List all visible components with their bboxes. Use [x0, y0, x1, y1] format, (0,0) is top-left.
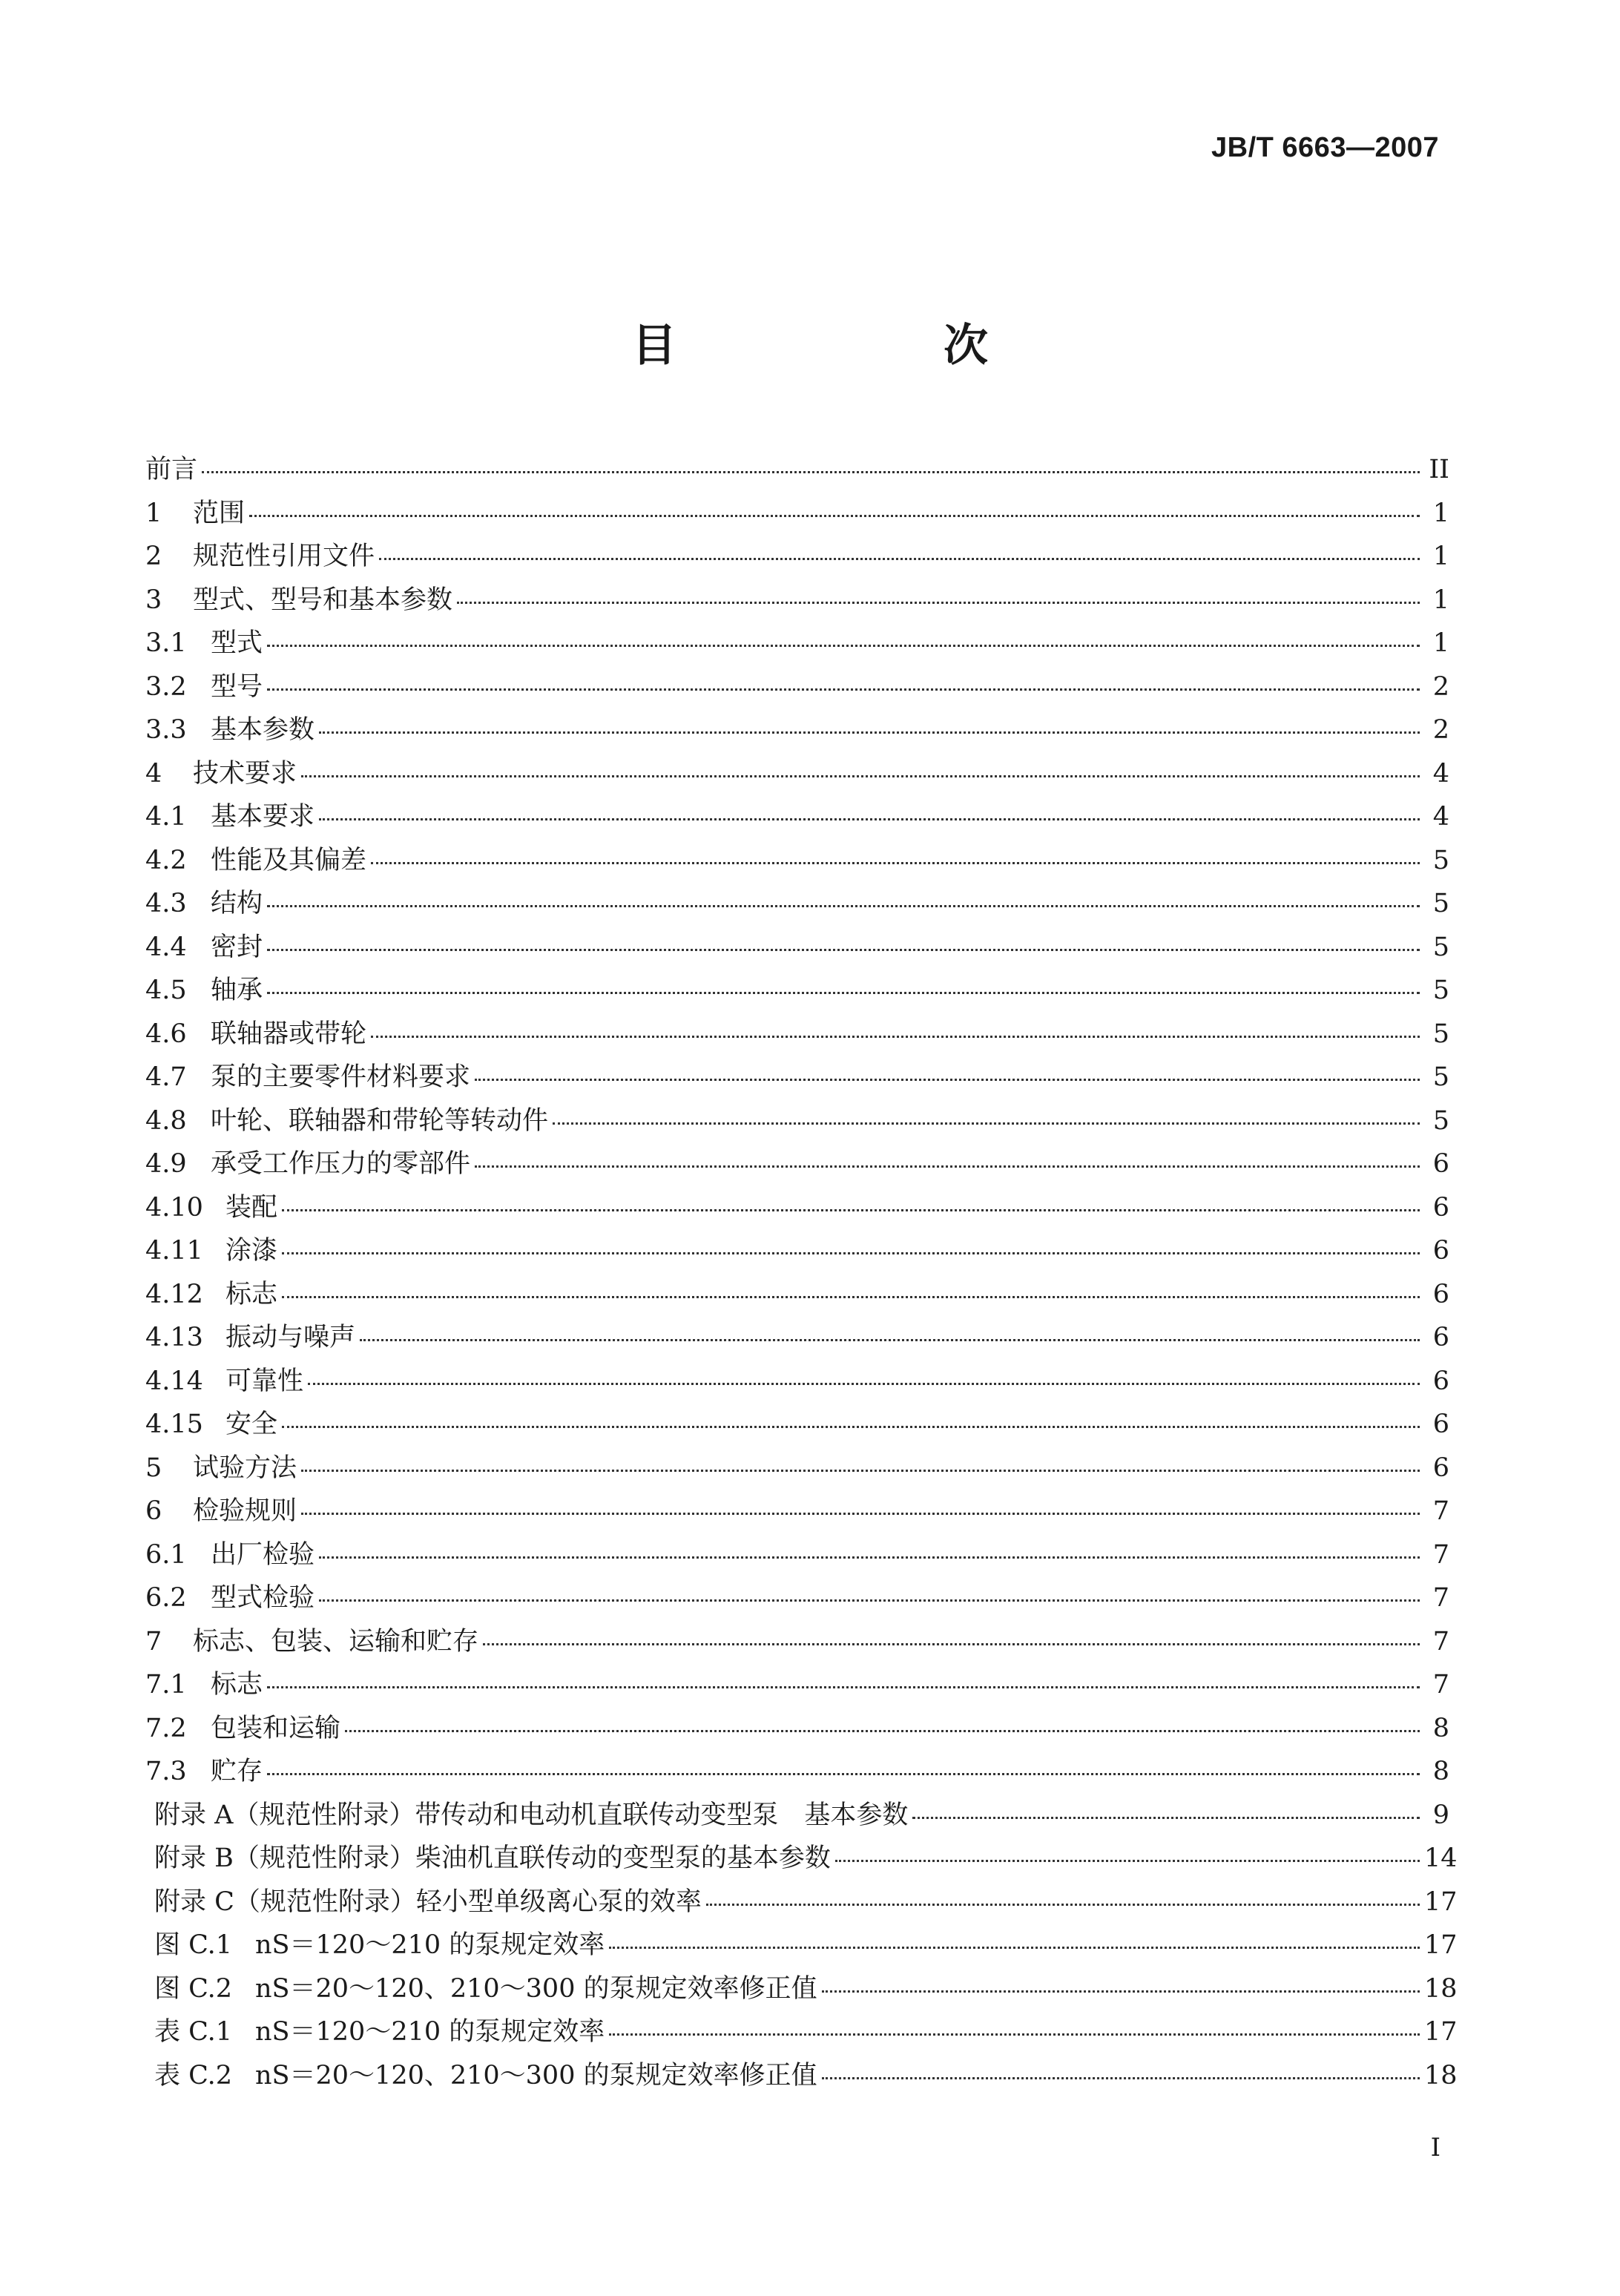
toc-entry-number: 4 [145, 758, 162, 789]
toc-entry[interactable] [145, 1404, 1449, 1447]
toc-entry-page: 2 [1432, 715, 1449, 745]
toc-dot-leader [308, 1383, 1420, 1385]
toc-entry-label: 振动与噪声 [225, 1323, 356, 1352]
toc-entry-number: 6.1 [145, 1539, 187, 1570]
toc-entry-number: 7 [145, 1626, 162, 1657]
toc-entry-number: 4.1 [145, 802, 187, 832]
toc-entry[interactable] [145, 840, 1449, 884]
toc-dot-leader [301, 1513, 1420, 1515]
toc-dot-leader [202, 471, 1420, 473]
toc-entry-label: 规范性引用文件 [193, 542, 375, 571]
toc-entry-label: 前言 [145, 455, 198, 484]
toc-entry[interactable] [145, 1447, 1449, 1491]
toc-dot-leader [282, 1252, 1420, 1254]
toc-dot-leader [319, 1556, 1420, 1559]
toc-dot-leader [609, 2033, 1420, 2036]
toc-entry-label: 出厂检验 [211, 1539, 315, 1570]
toc-entry-label: 性能及其偏差 [211, 845, 367, 875]
toc-entry-page: 1 [1432, 628, 1449, 658]
toc-entry-number: 6.2 [145, 1583, 187, 1613]
toc-entry-page: 17 [1424, 1887, 1458, 1917]
toc-entry-number: 表 C.1 [154, 2017, 233, 2047]
toc-dot-leader [267, 992, 1420, 994]
toc-entry-number: 4.11 [145, 1236, 203, 1266]
toc-dot-leader [835, 1860, 1420, 1862]
toc-entry[interactable] [145, 1013, 1449, 1057]
toc-entry[interactable] [145, 1751, 1449, 1795]
toc-entry-number: 4.14 [145, 1366, 203, 1396]
toc-entry-number: 4.5 [145, 976, 187, 1005]
toc-dot-leader [301, 775, 1420, 777]
toc-dot-leader [319, 818, 1420, 820]
toc-entry[interactable] [145, 1143, 1449, 1187]
toc-entry-page: 2 [1432, 671, 1449, 702]
toc-entry[interactable] [145, 666, 1449, 710]
toc-dot-leader [282, 1209, 1420, 1211]
toc-entry-label: 附录 A（规范性附录）带传动和电动机直联传动变型泵 基本参数 [154, 1800, 909, 1830]
toc-entry-page: 6 [1432, 1149, 1449, 1179]
toc-entry-page: 1 [1432, 498, 1449, 528]
toc-entry[interactable] [145, 1577, 1449, 1621]
table-of-contents [145, 449, 1458, 2098]
toc-entry-number: 3.3 [145, 715, 187, 745]
toc-entry-page: 6 [1432, 1192, 1449, 1223]
toc-entry-number: 3.2 [145, 671, 187, 702]
toc-entry-page: 5 [1432, 845, 1449, 875]
toc-dot-leader [319, 1599, 1420, 1602]
toc-dot-leader [822, 1990, 1420, 1993]
toc-entry[interactable] [145, 1795, 1449, 1838]
toc-entry[interactable] [145, 1490, 1449, 1534]
toc-entry-page: 1 [1432, 542, 1449, 571]
toc-entry-label: 型式 [211, 628, 263, 658]
toc-entry[interactable] [145, 622, 1449, 666]
toc-entry-label: 装配 [225, 1192, 278, 1223]
toc-entry-label: 包装和运输 [211, 1713, 341, 1743]
toc-entry[interactable] [145, 1230, 1449, 1274]
toc-entry-page: 5 [1432, 889, 1449, 918]
page-title: 目 次 [632, 320, 1099, 372]
toc-entry[interactable] [145, 1100, 1449, 1144]
toc-dot-leader [267, 1686, 1420, 1688]
toc-entry[interactable] [145, 1621, 1449, 1665]
toc-entry-page: 7 [1432, 1539, 1449, 1570]
toc-entry-page: 18 [1424, 2060, 1458, 2091]
toc-dot-leader [345, 1730, 1420, 1732]
toc-entry-label: nS＝20～120、210～300 的泵规定效率修正值 [255, 1973, 817, 2004]
toc-dot-leader [319, 731, 1420, 734]
toc-entry[interactable] [145, 579, 1449, 623]
toc-entry-label: 范围 [193, 498, 246, 528]
page-number: I [1430, 2133, 1440, 2162]
toc-entry-number: 4.7 [145, 1062, 187, 1092]
toc-entry-label: 基本参数 [211, 715, 315, 745]
toc-dot-leader [282, 1296, 1420, 1298]
toc-entry-label: 安全 [225, 1409, 278, 1439]
toc-entry-label: nS＝20～120、210～300 的泵规定效率修正值 [255, 2060, 817, 2091]
toc-entry-number: 4.2 [145, 845, 187, 875]
toc-dot-leader [267, 1773, 1420, 1775]
toc-entry-label: 结构 [211, 889, 263, 918]
toc-entry-page: 9 [1432, 1800, 1449, 1830]
toc-entry[interactable] [145, 970, 1449, 1013]
toc-entry-page: 18 [1424, 1973, 1458, 2004]
toc-entry-label: 可靠性 [225, 1366, 304, 1396]
toc-entry-label: 标志、包装、运输和贮存 [193, 1626, 479, 1657]
toc-entry-number: 4.4 [145, 932, 187, 962]
toc-dot-leader [267, 905, 1420, 907]
toc-entry-number: 3.1 [145, 628, 187, 658]
toc-entry-label: 基本要求 [211, 802, 315, 832]
toc-dot-leader [483, 1643, 1420, 1645]
toc-entry-page: 6 [1432, 1323, 1449, 1352]
toc-entry-page: 4 [1432, 758, 1449, 789]
toc-entry-label: nS＝120～210 的泵规定效率 [255, 1930, 605, 1960]
toc-entry-page: 7 [1432, 1583, 1449, 1613]
toc-entry-number: 图 C.1 [154, 1930, 233, 1960]
toc-entry-page: 1 [1432, 585, 1449, 615]
toc-entry-page: 6 [1432, 1366, 1449, 1396]
toc-entry-label: 试验方法 [193, 1453, 297, 1483]
toc-entry-label: 泵的主要零件材料要求 [211, 1062, 471, 1092]
toc-entry-number: 2 [145, 542, 162, 571]
toc-entry-label: 型号 [211, 671, 263, 702]
toc-dot-leader [371, 1036, 1420, 1038]
toc-dot-leader [371, 862, 1420, 864]
toc-entry-page: 8 [1432, 1713, 1449, 1743]
toc-entry-page: 14 [1424, 1843, 1458, 1873]
toc-entry[interactable] [145, 927, 1449, 970]
toc-entry-number: 5 [145, 1453, 162, 1483]
toc-entry[interactable] [145, 2011, 1458, 2055]
toc-entry-page: II [1429, 455, 1449, 484]
toc-dot-leader [267, 949, 1420, 951]
toc-dot-leader [360, 1339, 1420, 1341]
toc-entry[interactable] [145, 1274, 1449, 1318]
toc-entry-number: 4.10 [145, 1192, 203, 1223]
toc-entry-number: 1 [145, 498, 162, 528]
toc-dot-leader [553, 1122, 1420, 1125]
toc-entry-page: 5 [1432, 976, 1449, 1005]
toc-entry-page: 7 [1432, 1496, 1449, 1526]
toc-entry-label: 贮存 [211, 1757, 263, 1786]
toc-entry[interactable] [145, 1968, 1458, 2012]
toc-dot-leader [706, 1904, 1420, 1906]
toc-entry-number: 4.15 [145, 1409, 203, 1439]
toc-dot-leader [475, 1165, 1420, 1168]
toc-entry-label: 联轴器或带轮 [211, 1019, 367, 1049]
toc-entry-page: 7 [1432, 1670, 1449, 1700]
toc-entry-page: 7 [1432, 1626, 1449, 1657]
toc-entry[interactable] [145, 536, 1449, 579]
toc-entry-number: 图 C.2 [154, 1973, 233, 2004]
toc-entry-label: 附录 B（规范性附录）柴油机直联传动的变型泵的基本参数 [154, 1843, 831, 1873]
toc-entry-label: 技术要求 [193, 758, 297, 789]
toc-dot-leader [379, 558, 1420, 560]
toc-entry-number: 4.9 [145, 1149, 187, 1179]
toc-dot-leader [267, 645, 1420, 647]
toc-entry-label: 涂漆 [225, 1236, 278, 1266]
toc-entry-number: 4.3 [145, 889, 187, 918]
toc-entry-number: 3 [145, 585, 162, 615]
toc-entry-label: 检验规则 [193, 1496, 297, 1526]
toc-dot-leader [457, 602, 1420, 604]
toc-dot-leader [912, 1817, 1420, 1819]
toc-entry[interactable] [145, 1838, 1458, 1881]
toc-entry-page: 5 [1432, 1062, 1449, 1092]
toc-entry-page: 6 [1432, 1409, 1449, 1439]
toc-entry-label: 附录 C（规范性附录）轻小型单级离心泵的效率 [154, 1887, 702, 1917]
toc-entry[interactable] [145, 1881, 1458, 1925]
toc-entry-label: 承受工作压力的零部件 [211, 1149, 471, 1179]
toc-entry[interactable] [145, 1361, 1449, 1404]
toc-entry-number: 4.8 [145, 1105, 187, 1136]
toc-dot-leader [301, 1470, 1420, 1472]
toc-entry[interactable] [145, 753, 1449, 797]
toc-entry[interactable] [145, 449, 1449, 493]
standard-code: JB/T 6663—2007 [1211, 132, 1439, 163]
toc-entry-page: 6 [1432, 1279, 1449, 1309]
toc-dot-leader [267, 688, 1420, 691]
toc-entry-number: 4.12 [145, 1279, 203, 1309]
toc-entry-page: 8 [1432, 1757, 1449, 1786]
toc-entry[interactable] [145, 1056, 1449, 1100]
toc-entry-number: 7.1 [145, 1670, 187, 1700]
toc-entry[interactable] [145, 883, 1449, 927]
toc-entry-label: nS＝120～210 的泵规定效率 [255, 2017, 605, 2047]
toc-dot-leader [249, 515, 1420, 517]
toc-entry-number: 4.13 [145, 1323, 203, 1352]
toc-entry-label: 标志 [211, 1670, 263, 1700]
toc-entry-label: 型式检验 [211, 1583, 315, 1613]
toc-entry-page: 5 [1432, 1019, 1449, 1049]
toc-entry-label: 型式、型号和基本参数 [193, 585, 453, 615]
toc-entry[interactable] [145, 709, 1449, 753]
toc-dot-leader [609, 1947, 1420, 1949]
toc-entry-number: 表 C.2 [154, 2060, 233, 2091]
toc-entry-label: 密封 [211, 932, 263, 962]
toc-entry-number: 7.2 [145, 1713, 187, 1743]
toc-entry-page: 4 [1432, 802, 1449, 832]
toc-entry-label: 叶轮、联轴器和带轮等转动件 [211, 1105, 549, 1136]
toc-entry[interactable] [145, 1664, 1449, 1708]
toc-entry-page: 5 [1432, 932, 1449, 962]
toc-entry[interactable] [145, 493, 1449, 536]
toc-entry-number: 6 [145, 1496, 162, 1526]
toc-entry-label: 轴承 [211, 976, 263, 1005]
toc-entry[interactable] [145, 1317, 1449, 1361]
toc-entry-number: 7.3 [145, 1757, 187, 1786]
toc-entry-page: 6 [1432, 1236, 1449, 1266]
toc-entry[interactable] [145, 1534, 1449, 1578]
toc-entry-page: 17 [1424, 1930, 1458, 1960]
toc-entry[interactable] [145, 796, 1449, 840]
toc-dot-leader [475, 1079, 1420, 1081]
toc-entry-number: 4.6 [145, 1019, 187, 1049]
toc-entry[interactable] [145, 1708, 1449, 1751]
toc-entry[interactable] [145, 2055, 1458, 2099]
toc-entry[interactable] [145, 1924, 1458, 1968]
toc-entry-page: 6 [1432, 1453, 1449, 1483]
toc-dot-leader [282, 1426, 1420, 1428]
toc-entry[interactable] [145, 1187, 1449, 1231]
toc-entry-label: 标志 [225, 1279, 278, 1309]
toc-entry-page: 17 [1424, 2017, 1458, 2047]
toc-entry-page: 5 [1432, 1105, 1449, 1136]
toc-dot-leader [822, 2077, 1420, 2079]
